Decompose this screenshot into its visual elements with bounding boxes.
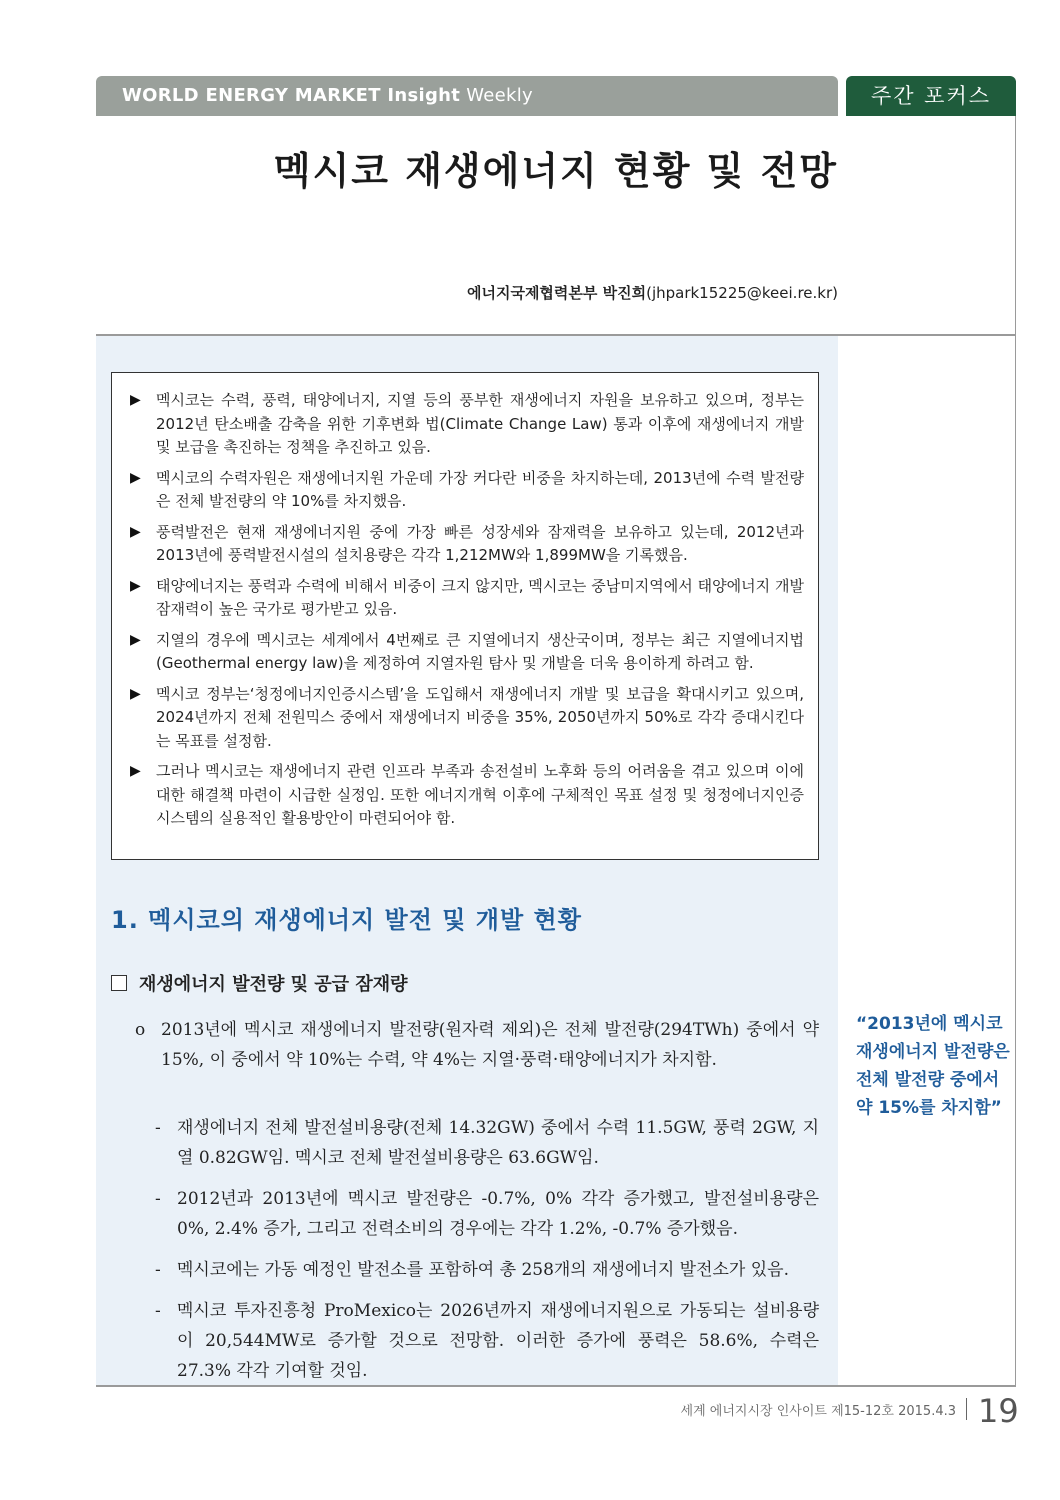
dash-bullet-icon: -	[155, 1260, 161, 1280]
subsection-heading	[111, 970, 408, 996]
publication-name: WORLD ENERGY MARKET Insight	[122, 85, 461, 106]
summary-item: ▶ 지열의 경우에 멕시코는 세계에서 4번째로 큰 지열에너지 생산국이며, 정부는 최근 지열에너지법(Geothermal energy law)을 제정하여 지열자원 탐사 및 개발을 더욱 용이하게 하려고 함.	[130, 630, 804, 672]
publication-weekly: Weekly	[466, 85, 533, 106]
footer-separator	[966, 1398, 967, 1420]
dash-bullet-icon: -	[155, 1301, 161, 1321]
publication-header	[96, 76, 838, 116]
body-paragraph	[135, 1015, 819, 1075]
author-department: 에너지국제협력본부 박진희	[466, 284, 647, 302]
checkbox-square-icon	[111, 975, 127, 991]
page-number: 19	[978, 1392, 1019, 1430]
author-email: (jhpark15225@keei.re.kr)	[646, 284, 838, 302]
triangle-bullet-icon: ▶	[130, 392, 141, 408]
article-title: 멕시코 재생에너지 현황 및 전망	[273, 149, 838, 193]
triangle-bullet-icon: ▶	[130, 685, 141, 702]
detail-list	[155, 1113, 819, 1397]
section-badge: 주간 포커스	[846, 76, 1016, 116]
list-item: - 멕시코에는 가동 예정인 발전소를 포함하여 총 258개의 재생에너지 발전소가 있음.	[155, 1255, 819, 1285]
sidebar-separator	[838, 336, 846, 1386]
circle-bullet-icon: o	[135, 1020, 146, 1040]
summary-item: ▶ 멕시코는 수력, 풍력, 태양에너지, 지열 등의 풍부한 재생에너지 자원을 보유하고 있으며, 정부는 2012년 탄소배출 감축을 위한 기후변화 법(Climate Change Law) 통과 이후에 재생에너지 개발 및 보급을 촉진하는 정책을 추진하고 있음.	[130, 391, 804, 456]
footer-issue: 세계 에너지시장 인사이트 제15-12호 2015.4.3	[680, 1404, 956, 1419]
triangle-bullet-icon: ▶	[130, 631, 141, 648]
section-heading: 1. 멕시코의 재생에너지 발전 및 개발 현황	[111, 906, 582, 934]
dash-bullet-icon: -	[155, 1118, 161, 1138]
summary-item: ▶ 멕시코 정부는‘청정에너지인증시스템’을 도입해서 재생에너지 개발 및 보급을 확대시키고 있으며, 2024년까지 전체 전원믹스 중에서 재생에너지 비중을 35%, 2050년까지 50%로 각각 증대시킨다는 목표를 설정함.	[130, 684, 804, 750]
summary-box	[111, 372, 819, 860]
triangle-bullet-icon: ▶	[130, 577, 141, 594]
summary-item: ▶ 태양에너지는 풍력과 수력에 비해서 비중이 크지 않지만, 멕시코는 중남미지역에서 태양에너지 개발 잠재력이 높은 국가로 평가받고 있음.	[130, 576, 804, 618]
list-item: - 2012년과 2013년에 멕시코 발전량은 -0.7%, 0% 각각 증가했고, 발전설비용량은 0%, 2.4% 증가, 그리고 전력소비의 경우에는 각각 1.2%, -0.7% 증가했음.	[155, 1184, 819, 1244]
pull-quote: “2013년에 멕시코 재생에너지 발전량은 전체 발전량 중에서 약 15%를 차지함”	[856, 1014, 1010, 1118]
summary-item: ▶ 그러나 멕시코는 재생에너지 관련 인프라 부족과 송전설비 노후화 등의 어려움을 겪고 있으며 이에 대한 해결책 마련이 시급한 실정임. 또한 에너지개혁 이후에 구체적인 목표 설정 및 청정에너지인증시스템의 실용적인 활용방안이 마련되어야 함.	[130, 762, 804, 827]
dash-bullet-icon: -	[155, 1189, 161, 1209]
footer-divider	[96, 1385, 1016, 1387]
list-item: - 멕시코 투자진흥청 ProMexico는 2026년까지 재생에너지원으로 가동되는 설비용량이 20,544MW로 증가할 것으로 전망함. 이러한 증가에 풍력은 58.6%, 수력은 27.3% 각각 기여할 것임.	[155, 1296, 819, 1386]
summary-item: ▶ 풍력발전은 현재 재생에너지원 중에 가장 빠른 성장세와 잠재력을 보유하고 있는데, 2012년과 2013년에 풍력발전시설의 설치용량은 각각 1,212MW와 1,899MW을 기록했음.	[130, 522, 804, 564]
article-author	[96, 282, 838, 303]
summary-item: ▶ 멕시코의 수력자원은 재생에너지원 가운데 가장 커다란 비중을 차지하는데, 2013년에 수력 발전량은 전체 발전량의 약 10%를 차지했음.	[130, 468, 804, 510]
subsection-title: 재생에너지 발전량 및 공급 잠재량	[139, 974, 408, 995]
triangle-bullet-icon: ▶	[130, 469, 141, 486]
triangle-bullet-icon: ▶	[130, 763, 141, 779]
right-border-line	[1015, 116, 1016, 1386]
triangle-bullet-icon: ▶	[130, 523, 141, 540]
list-item: - 재생에너지 전체 발전설비용량(전체 14.32GW) 중에서 수력 11.5GW, 풍력 2GW, 지열 0.82GW임. 멕시코 전체 발전설비용량은 63.6GW임.	[155, 1113, 819, 1173]
paragraph-text: 2013년에 멕시코 재생에너지 발전량(원자력 제외)은 전체 발전량(294TWh) 중에서 약 15%, 이 중에서 약 10%는 수력, 약 4%는 지열·풍력·태양에너지가 차지함.	[161, 1020, 819, 1070]
